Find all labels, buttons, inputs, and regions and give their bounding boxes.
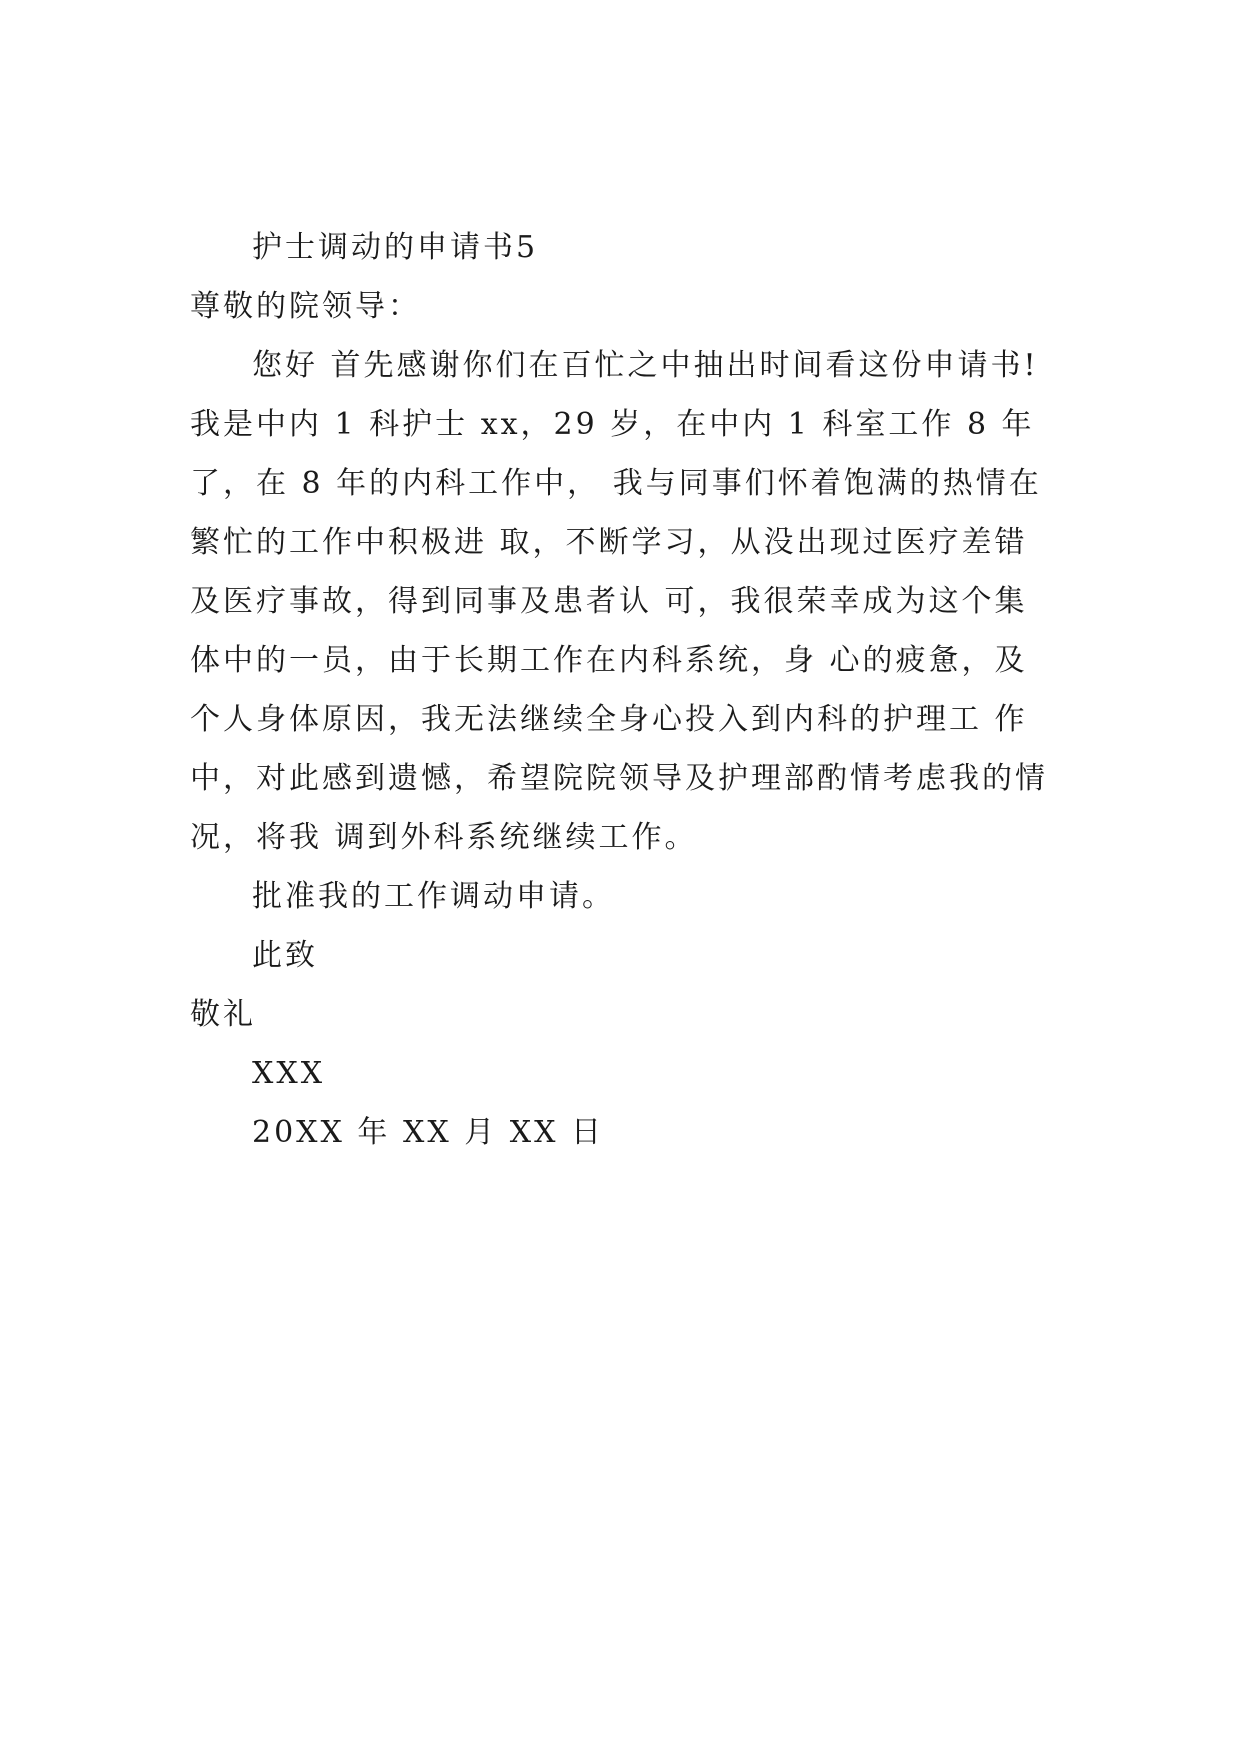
body-line: 况，将我 调到外科系统继续工作。: [190, 820, 698, 855]
closing-line: 此致: [252, 938, 318, 973]
body-line: 我是中内 1 科护士 xx，29 岁，在中内 1 科室工作 8 年: [190, 407, 1035, 442]
body-line: 中，对此感到遗憾，希望院院领导及护理部酌情考虑我的情: [190, 761, 1048, 796]
body-line: 体中的一员，由于长期工作在内科系统，身 心的疲惫，及: [190, 643, 1028, 678]
letter-body: [190, 336, 1060, 867]
request-line: 批准我的工作调动申请。: [252, 879, 615, 914]
regards-line: 敬礼: [190, 997, 256, 1032]
letter: [190, 218, 1060, 1162]
salutation: 尊敬的院领导：: [190, 289, 421, 324]
body-line: 繁忙的工作中积极进 取，不断学习，从没出现过医疗差错: [190, 525, 1028, 560]
document-title: 护士调动的申请书5: [252, 230, 539, 265]
body-line: 及医疗事故，得到同事及患者认 可，我很荣幸成为这个集: [190, 584, 1028, 619]
date-line: 20XX 年 XX 月 XX 日: [252, 1115, 604, 1150]
body-line: 个人身体原因，我无法继续全身心投入到内科的护理工 作: [190, 702, 1028, 737]
body-line: 您好 首先感谢你们在百忙之中抽出时间看这份申请书!: [252, 348, 1039, 383]
signature: XXX: [252, 1056, 326, 1091]
body-line: 了，在 8 年的内科工作中， 我与同事们怀着饱满的热情在: [190, 466, 1042, 501]
